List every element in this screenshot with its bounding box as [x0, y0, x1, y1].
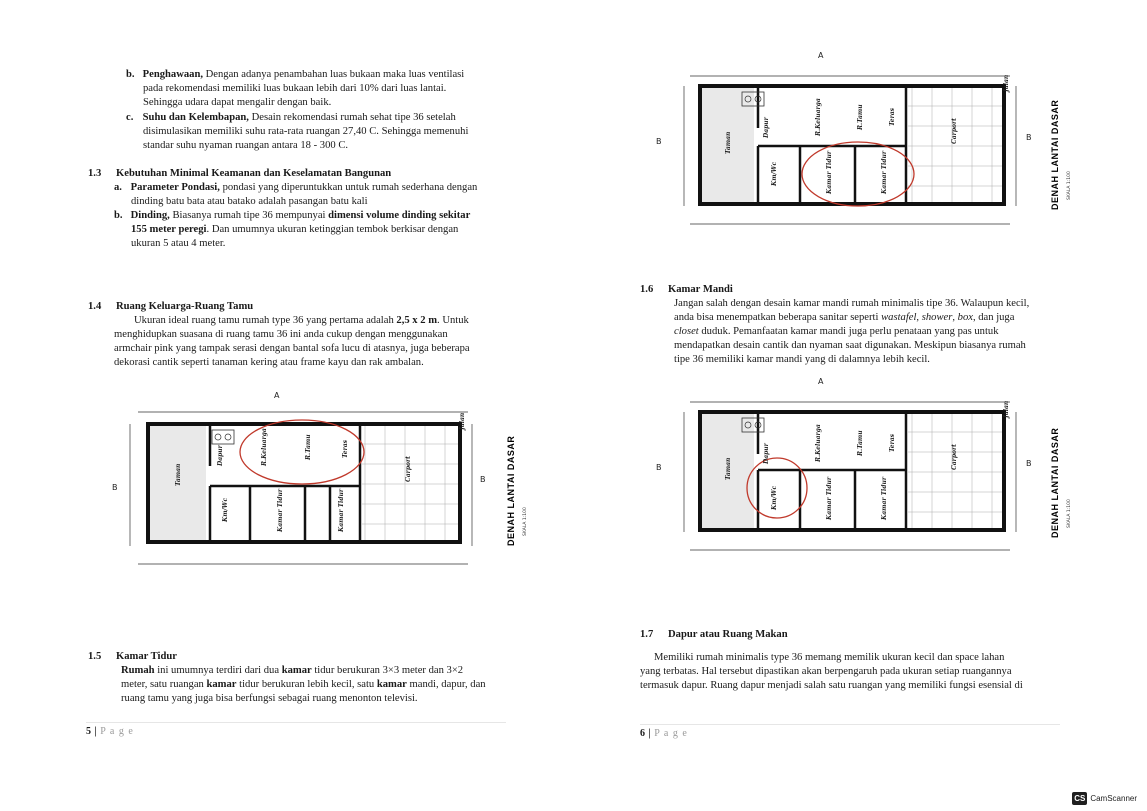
room-label-km-wc: Km/Wc [222, 497, 229, 522]
highlight-circle [802, 142, 914, 206]
room-label-dapur: Dapur [763, 443, 770, 464]
plan-scale: SKALA 1:100 [1067, 171, 1072, 200]
room-label-kamar-tidur-2: Kamar Tidur [338, 488, 345, 532]
room-label-jalan: Jalan [459, 412, 466, 430]
section-1-5-heading: 1.5 Kamar Tidur [88, 651, 177, 662]
section-1-6-heading: 1.6 Kamar Mandi [640, 284, 733, 295]
section-1-7-body: Memiliki rumah minimalis type 36 memang memilik ukuran kecil dan space lahan yang terbatas. Hal tersebut dipastikan akan berpengaruh pada ukuran setiap ruangannya termasuk dapur. Ruang dapur menjadi salah satu ruangan yang memiliki fungsi esensial di [640, 652, 1023, 691]
section-1-5-body: Rumah ini umumnya terdiri dari dua kamar tidur berukuran 3×3 meter dan 3×2 meter, satu ruangan kamar tidur berukuran lebih kecil, satu kamar mandi, dapur, dan ruang tamu yang juga bisa berfungsi sebagai ruang menonton televisi. [121, 665, 486, 704]
right-page [574, 0, 1147, 811]
section-marker-b-right: B [1026, 133, 1032, 142]
plan-caption: DENAH LANTAI DASAR [1050, 427, 1060, 538]
room-label-taman: Taman [725, 131, 732, 154]
room-label-carport: Carport [951, 444, 958, 470]
section-marker-a: A [274, 391, 280, 400]
camscanner-logo-icon: CS [1074, 794, 1086, 803]
room-label-jalan: Jalan [1003, 400, 1010, 418]
room-label-kamar-tidur-1: Kamar Tidur [277, 488, 284, 532]
room-label-carport: Carport [405, 456, 412, 482]
section-marker-b: B [112, 483, 118, 492]
camscanner-text: CamScanner [1090, 794, 1137, 803]
footer-rule [640, 724, 1060, 725]
footer-rule [86, 722, 506, 723]
room-label-r-keluarga: R.Keluarga [261, 428, 268, 466]
plan-scale: SKALA 1:100 [1067, 499, 1072, 528]
section-1-4-heading: 1.4 Ruang Keluarga-Ruang Tamu [88, 301, 254, 312]
item-suhu-kelembapan: c. Suhu dan Kelembapan, Desain rekomendasi rumah sehat tipe 36 setelah disimulasikan memiliki suhu rata-rata ruangan 27,40 C. Sehingga memenuhi standar suhu nyaman ruangan antara 18 - 300 C. [126, 112, 469, 151]
room-label-km-wc: Km/Wc [771, 161, 778, 186]
plan-scale: SKALA 1:100 [523, 507, 528, 536]
room-label-dapur: Dapur [763, 117, 770, 138]
item-parameter-pondasi: a. Parameter Pondasi, pondasi yang diperuntukkan untuk rumah sederhana dengan dinding batu bata atau batako adalah pasangan batu kali [114, 182, 478, 207]
camscanner-watermark [1072, 792, 1137, 805]
room-label-taman: Taman [725, 457, 732, 480]
section-marker-b: B [656, 463, 662, 472]
page-footer-6: 6 | P a g e [640, 728, 688, 739]
floor-plan-ruang-tamu [100, 386, 538, 598]
room-label-kamar-tidur-2: Kamar Tidur [881, 150, 888, 194]
section-marker-a: A [818, 377, 824, 386]
section-marker-a: A [818, 51, 824, 60]
item-penghawaan: b. Penghawaan, Dengan adanya penambahan luas bukaan maka luas ventilasi pada rekomendasi memiliki luas bukaan lebih dari 10% dari luas lantai. Sehingga udara dapat mengalir dengan baik. [126, 69, 465, 108]
section-1-6-body: Jangan salah dengan desain kamar mandi rumah minimalis tipe 36. Walaupun kecil, anda bisa menempatkan beberapa sanitar seperti wastafel, shower, box, dan juga closet duduk. Pemanfaatan kamar mandi juga perlu penataan yang pas untuk mendapatkan desain cantik dan nyaman saat digunakan. Meskipun biasanya rumah tipe 36 memiliki kamar mandi yang di dalamnya lebih kecil. [674, 298, 1030, 365]
section-1-3-heading: 1.3 Kebutuhan Minimal Keamanan dan Keselamatan Bangunan [88, 168, 392, 179]
room-label-r-keluarga: R.Keluarga [815, 98, 822, 136]
floor-plan-kamar-tidur [650, 40, 1080, 270]
room-label-r-tamu: R.Tamu [857, 430, 864, 456]
room-label-r-tamu: R.Tamu [305, 434, 312, 460]
room-label-kamar-tidur-2: Kamar Tidur [881, 476, 888, 520]
section-marker-b-right: B [1026, 459, 1032, 468]
room-label-teras: Teras [889, 433, 896, 452]
room-label-teras: Teras [889, 107, 896, 126]
room-label-jalan: Jalan [1003, 74, 1010, 92]
left-page [0, 0, 573, 811]
room-label-kamar-tidur-1: Kamar Tidur [826, 476, 833, 520]
room-label-r-tamu: R.Tamu [857, 104, 864, 130]
plan-caption: DENAH LANTAI DASAR [506, 435, 516, 546]
item-dinding: b. Dinding, Biasanya rumah tipe 36 mempunyai dimensi volume dinding sekitar 155 meter peregi. Dan umumnya ukuran ketinggian tembok berkisar dengan ukuran 5 atau 4 meter. [114, 210, 471, 249]
room-label-carport: Carport [951, 118, 958, 144]
room-label-km-wc: Km/Wc [771, 485, 778, 510]
room-label-taman: Taman [175, 463, 182, 486]
section-1-7-heading: 1.7 Dapur atau Ruang Makan [640, 629, 788, 640]
floor-plan-kamar-mandi [650, 370, 1080, 600]
section-marker-b-right: B [480, 475, 486, 484]
page-footer-5: 5 | P a g e [86, 726, 134, 737]
section-1-4-body: Ukuran ideal ruang tamu rumah type 36 yang pertama adalah 2,5 x 2 m. Untuk menghidupkan suasana di ruang tamu 36 ini anda cukup dengan menggunakan armchair pink yang tampak serasi dengan bantal sofa lucu di atasnya, juga beberapa dekorasi cantik seperti tanaman kering atau frame kayu dan rak ambalan. [114, 315, 470, 368]
room-label-r-keluarga: R.Keluarga [815, 424, 822, 462]
room-label-kamar-tidur-1: Kamar Tidur [826, 150, 833, 194]
room-label-dapur: Dapur [217, 445, 224, 466]
plan-caption: DENAH LANTAI DASAR [1050, 99, 1060, 210]
room-label-teras: Teras [342, 439, 349, 458]
section-marker-b: B [656, 137, 662, 146]
